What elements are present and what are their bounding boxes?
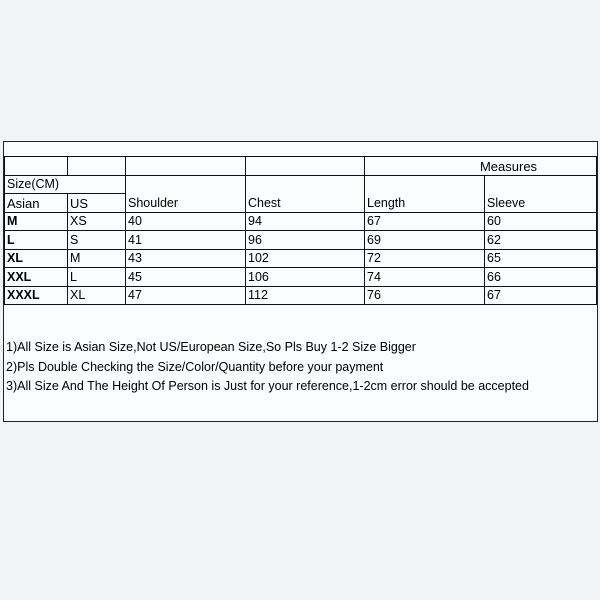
cell-us: XS (68, 212, 126, 231)
cell-chest: 106 (246, 268, 365, 287)
cell-sleeve: 66 (485, 268, 597, 287)
size-rows (5, 212, 597, 305)
cell-chest: 94 (246, 212, 365, 231)
cell-asian: XL (5, 249, 68, 268)
cell-us: L (68, 268, 126, 287)
measures-header: Measures (365, 157, 597, 176)
cell-asian: XXXL (5, 286, 68, 305)
cell-shoulder: 45 (126, 268, 246, 287)
empty-cell (5, 157, 68, 176)
table-row (5, 249, 597, 268)
cell-shoulder: 43 (126, 249, 246, 268)
note-2: 2)Pls Double Checking the Size/Color/Quantity before your payment (6, 359, 384, 374)
cell-sleeve: 65 (485, 249, 597, 268)
cell-shoulder: 47 (126, 286, 246, 305)
col-header-chest: Chest (246, 175, 365, 212)
cell-chest: 102 (246, 249, 365, 268)
cell-sleeve: 62 (485, 231, 597, 250)
cell-shoulder: 41 (126, 231, 246, 250)
note-1: 1)All Size is Asian Size,Not US/European Size,So Pls Buy 1-2 Size Bigger (6, 340, 416, 354)
cell-us: XL (68, 286, 126, 305)
size-table (4, 156, 597, 305)
empty-cell (68, 157, 126, 176)
cell-chest: 96 (246, 231, 365, 250)
empty-cell (246, 157, 365, 176)
cell-length: 67 (365, 212, 485, 231)
col-header-shoulder: Shoulder (126, 175, 246, 212)
size-label-row (5, 175, 597, 194)
cell-length: 74 (365, 268, 485, 287)
cell-us: M (68, 249, 126, 268)
cell-asian: M (5, 212, 68, 231)
cell-sleeve: 60 (485, 212, 597, 231)
cell-asian: L (5, 231, 68, 250)
col-header-length: Length (365, 175, 485, 212)
notes (6, 338, 529, 397)
group-header-row (5, 157, 597, 176)
cell-length: 76 (365, 286, 485, 305)
size-cm-label: Size(CM) (5, 175, 126, 194)
cell-chest: 112 (246, 286, 365, 305)
size-chart-sheet (3, 141, 598, 422)
col-header-sleeve: Sleeve (485, 175, 597, 212)
cell-asian: XXL (5, 268, 68, 287)
col-header-us: US (68, 194, 126, 213)
cell-sleeve: 67 (485, 286, 597, 305)
col-header-asian: Asian (5, 194, 68, 213)
cell-length: 69 (365, 231, 485, 250)
table-row (5, 286, 597, 305)
empty-cell (126, 157, 246, 176)
table-row (5, 268, 597, 287)
cell-us: S (68, 231, 126, 250)
cell-length: 72 (365, 249, 485, 268)
cell-shoulder: 40 (126, 212, 246, 231)
table-row (5, 212, 597, 231)
note-3: 3)All Size And The Height Of Person is Just for your reference,1-2cm error should be accepted (6, 379, 529, 393)
table-row (5, 231, 597, 250)
